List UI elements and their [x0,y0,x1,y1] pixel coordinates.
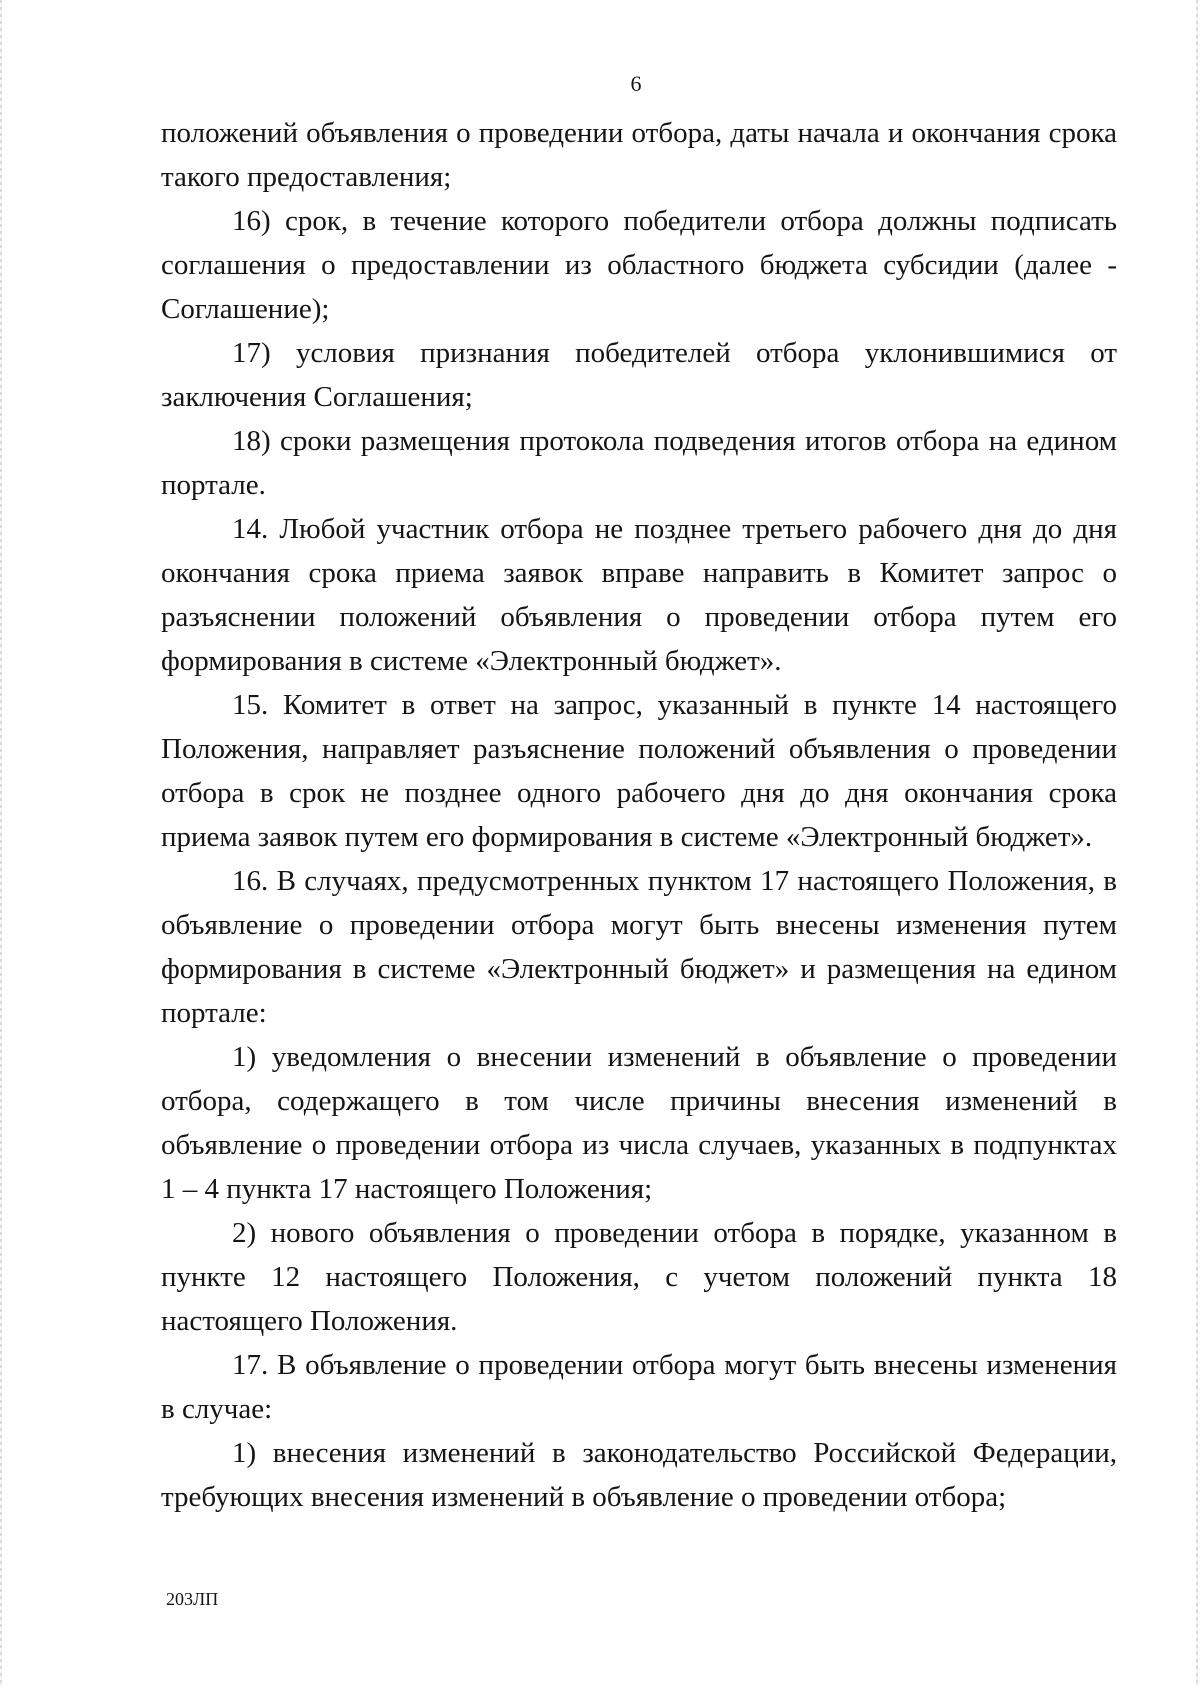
scan-edge-right [1196,0,1198,1686]
paragraph-clause-15: 15. Комитет в ответ на запрос, указанный в пункте 14 настоящего Положения, направляет разъяснение положений объявления о проведении отбора в срок не позднее одного рабочего дня до дня окончания срока приема заявок путем его формирования в системе «Электронный бюджет». [161,689,1117,853]
scan-edge-left [0,0,2,1686]
paragraph-clause-14: 14. Любой участник отбора не позднее третьего рабочего дня до дня окончания срока приема заявок вправе направить в Комитет запрос о разъяснении положений объявления о проведении отбора путем его формирования в системе «Электронный бюджет». [161,513,1117,677]
paragraph-item-17: 17) условия признания победителей отбора уклонившимися от заключения Соглашения; [161,337,1117,413]
paragraph-subitem-2: 2) нового объявления о проведении отбора в порядке, указанном в пункте 12 настоящего Положения, с учетом положений пункта 18 настоящего Положения. [161,1217,1117,1337]
paragraph-continuation: положений объявления о проведении отбора, даты начала и окончания срока такого предоставления; [161,117,1117,193]
document-code: 203ЛП [166,1589,219,1609]
paragraph-clause-17-item-1: 1) внесения изменений в законодательство Российской Федерации, требующих внесения изменений в объявление о проведении отбора; [161,1437,1117,1513]
paragraph-clause-17: 17. В объявление о проведении отбора могут быть внесены изменения в случае: [161,1349,1117,1425]
paragraph-subitem-1: 1) уведомления о внесении изменений в объявление о проведении отбора, содержащего в том числе причины внесения изменений в объявление о проведении отбора из числа случаев, указанных в подпунктах 1 – 4 пункта 17 настоящего Положения; [161,1041,1117,1205]
paragraph-item-18: 18) сроки размещения протокола подведения итогов отбора на едином портале. [161,425,1117,501]
paragraph-item-16: 16) срок, в течение которого победители отбора должны подписать соглашения о предоставлении из областного бюджета субсидии (далее - Соглашение); [161,205,1117,325]
page-number: 6 [630,71,642,96]
document-body [161,111,1117,1519]
paragraph-clause-16: 16. В случаях, предусмотренных пунктом 17 настоящего Положения, в объявление о проведении отбора могут быть внесены изменения путем формирования в системе «Электронный бюджет» и размещения на едином портале: [161,865,1117,1029]
